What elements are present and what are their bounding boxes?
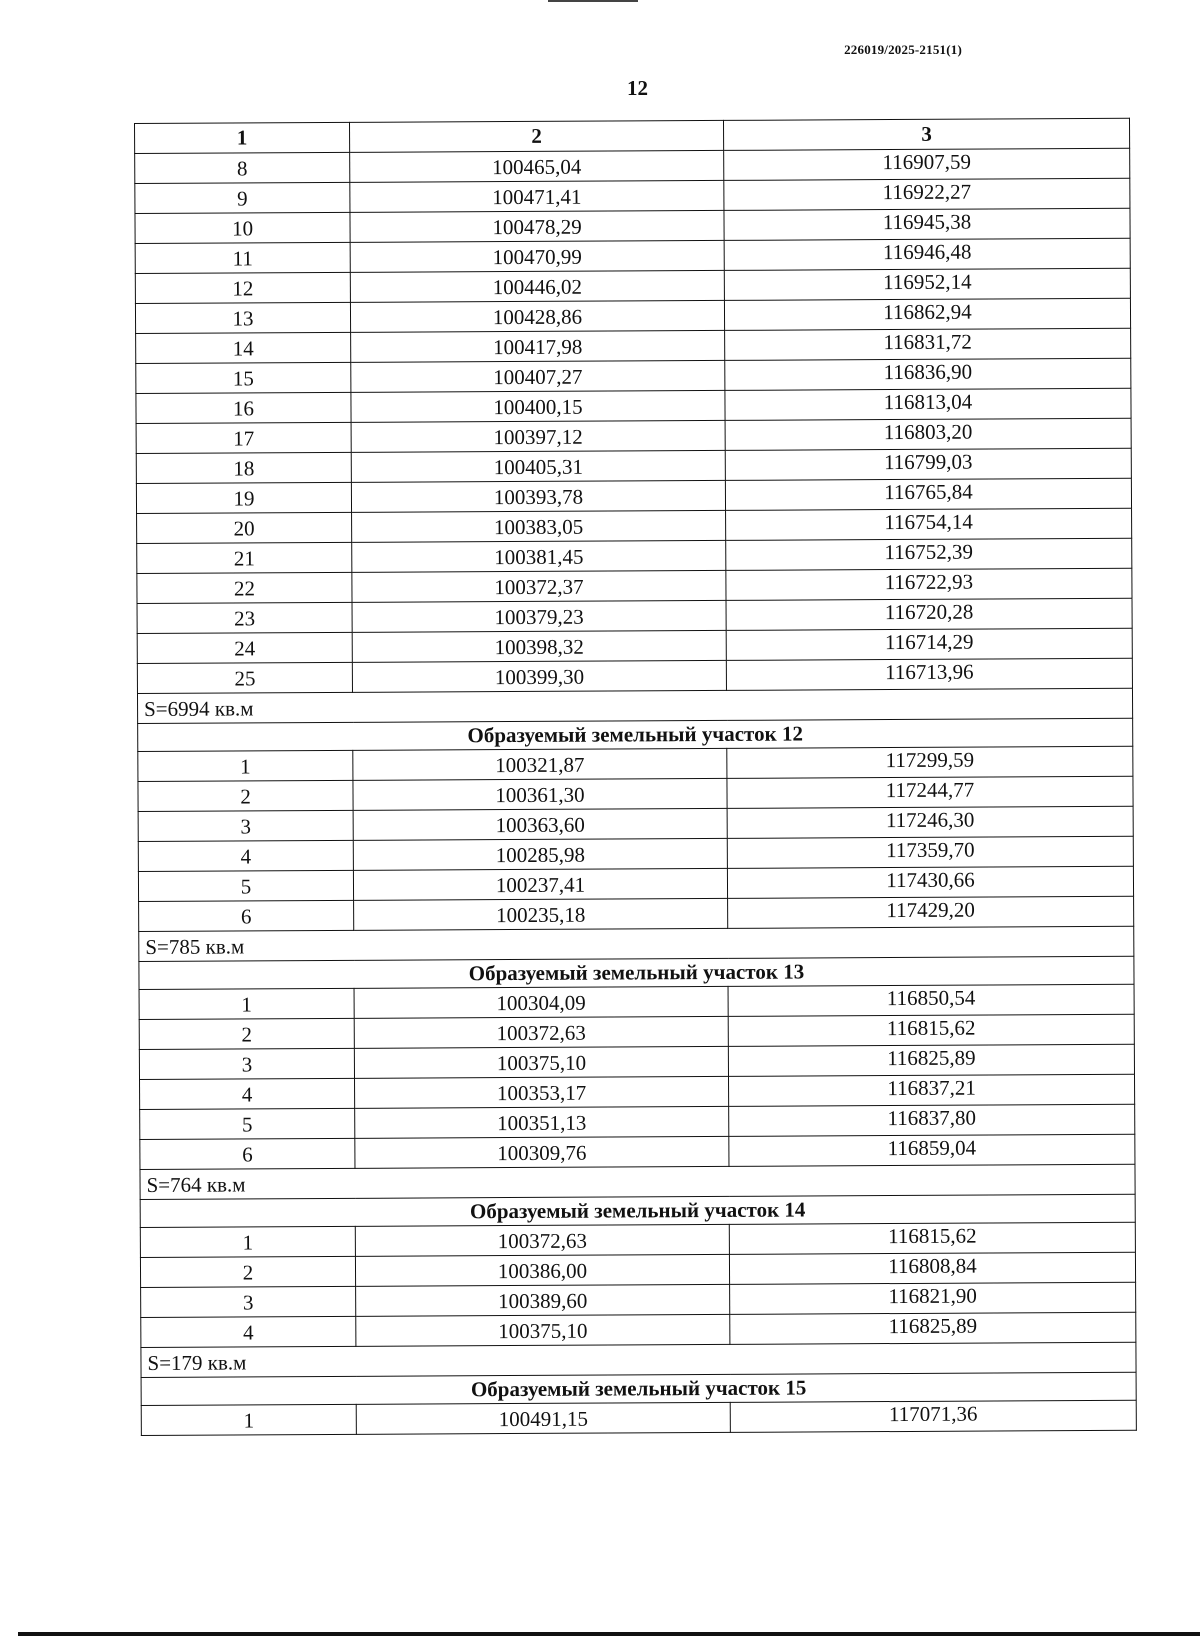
- y-coordinate-cell: 117244,77: [727, 776, 1133, 808]
- point-number-cell: 3: [139, 1048, 354, 1079]
- x-coordinate-cell: 100372,63: [354, 1016, 728, 1048]
- y-coordinate-cell: 116862,94: [724, 298, 1130, 330]
- point-number-cell: 23: [137, 602, 352, 633]
- coordinates-table: [134, 118, 1137, 1436]
- bottom-scan-edge: [18, 1632, 1200, 1636]
- point-number-cell: 16: [136, 392, 351, 423]
- point-number-cell: 9: [135, 182, 350, 213]
- point-number-cell: 24: [137, 632, 352, 663]
- y-coordinate-cell: 116754,14: [726, 508, 1132, 540]
- x-coordinate-cell: 100428,86: [350, 300, 724, 332]
- point-number-cell: 20: [137, 512, 352, 543]
- section-title: Образуемый земельный участок 13: [139, 956, 1134, 989]
- point-number-cell: 1: [138, 750, 353, 781]
- x-coordinate-cell: 100471,41: [350, 180, 724, 212]
- x-coordinate-cell: 100491,15: [356, 1402, 730, 1434]
- top-edge-mark: [548, 0, 638, 2]
- y-coordinate-cell: 116831,72: [725, 328, 1131, 360]
- y-coordinate-cell: 117299,59: [727, 746, 1133, 778]
- y-coordinate-cell: 116713,96: [726, 658, 1132, 690]
- point-number-cell: 12: [135, 272, 350, 303]
- x-coordinate-cell: 100304,09: [354, 986, 728, 1018]
- point-number-cell: 14: [136, 332, 351, 363]
- x-coordinate-cell: 100446,02: [350, 270, 724, 302]
- point-number-cell: 3: [138, 810, 353, 841]
- x-coordinate-cell: 100375,10: [356, 1314, 730, 1346]
- x-coordinate-cell: 100372,63: [355, 1224, 729, 1256]
- x-coordinate-cell: 100398,32: [352, 630, 726, 662]
- page-number: 12: [627, 76, 648, 100]
- x-coordinate-cell: 100399,30: [352, 660, 726, 692]
- y-coordinate-cell: 116714,29: [726, 628, 1132, 660]
- point-number-cell: 4: [141, 1316, 356, 1347]
- point-number-cell: 17: [136, 422, 351, 453]
- x-coordinate-cell: 100478,29: [350, 210, 724, 242]
- section-title: Образуемый земельный участок 12: [138, 718, 1133, 751]
- point-number-cell: 15: [136, 362, 351, 393]
- header-col-y: 3: [723, 118, 1129, 150]
- point-number-cell: 13: [135, 302, 350, 333]
- point-number-cell: 1: [140, 1226, 355, 1257]
- x-coordinate-cell: 100417,98: [351, 330, 725, 362]
- y-coordinate-cell: 116765,84: [725, 478, 1131, 510]
- y-coordinate-cell: 116859,04: [729, 1134, 1135, 1166]
- y-coordinate-cell: 116815,62: [729, 1222, 1135, 1254]
- point-number-cell: 1: [141, 1404, 356, 1435]
- x-coordinate-cell: 100361,30: [353, 778, 727, 810]
- x-coordinate-cell: 100379,23: [352, 600, 726, 632]
- x-coordinate-cell: 100353,17: [355, 1076, 729, 1108]
- y-coordinate-cell: 116813,04: [725, 388, 1131, 420]
- x-coordinate-cell: 100389,60: [356, 1284, 730, 1316]
- x-coordinate-cell: 100285,98: [353, 838, 727, 870]
- y-coordinate-cell: 116837,21: [729, 1074, 1135, 1106]
- area-value: S=785 кв.м: [139, 926, 1134, 961]
- y-coordinate-cell: 117430,66: [727, 866, 1133, 898]
- point-number-cell: 3: [141, 1286, 356, 1317]
- point-number-cell: 8: [135, 152, 350, 183]
- point-number-cell: 2: [138, 780, 353, 811]
- x-coordinate-cell: 100407,27: [351, 360, 725, 392]
- y-coordinate-cell: 116952,14: [724, 268, 1130, 300]
- x-coordinate-cell: 100235,18: [354, 898, 728, 930]
- y-coordinate-cell: 116752,39: [726, 538, 1132, 570]
- y-coordinate-cell: 117429,20: [728, 896, 1134, 928]
- point-number-cell: 2: [140, 1256, 355, 1287]
- area-value: S=764 кв.м: [140, 1164, 1135, 1199]
- point-number-cell: 4: [138, 840, 353, 871]
- y-coordinate-cell: 116907,59: [724, 148, 1130, 180]
- x-coordinate-cell: 100237,41: [353, 868, 727, 900]
- y-coordinate-cell: 117071,36: [730, 1400, 1136, 1432]
- point-number-cell: 6: [139, 900, 354, 931]
- x-coordinate-cell: 100363,60: [353, 808, 727, 840]
- x-coordinate-cell: 100397,12: [351, 420, 725, 452]
- table-row: [141, 1400, 1136, 1435]
- y-coordinate-cell: 116945,38: [724, 208, 1130, 240]
- x-coordinate-cell: 100470,99: [350, 240, 724, 272]
- section-title: Образуемый земельный участок 14: [140, 1194, 1135, 1227]
- x-coordinate-cell: 100383,05: [352, 510, 726, 542]
- x-coordinate-cell: 100381,45: [352, 540, 726, 572]
- y-coordinate-cell: 116815,62: [728, 1014, 1134, 1046]
- area-value: S=179 кв.м: [141, 1342, 1136, 1377]
- y-coordinate-cell: 116722,93: [726, 568, 1132, 600]
- point-number-cell: 1: [139, 988, 354, 1019]
- point-number-cell: 22: [137, 572, 352, 603]
- x-coordinate-cell: 100372,37: [352, 570, 726, 602]
- y-coordinate-cell: 116825,89: [728, 1044, 1134, 1076]
- document-number: 226019/2025-2151(1): [844, 42, 962, 57]
- x-coordinate-cell: 100405,31: [351, 450, 725, 482]
- x-coordinate-cell: 100400,15: [351, 390, 725, 422]
- header-col-point: 1: [135, 122, 350, 153]
- y-coordinate-cell: 116922,27: [724, 178, 1130, 210]
- area-value: S=6994 кв.м: [137, 688, 1132, 723]
- point-number-cell: 5: [140, 1108, 355, 1139]
- x-coordinate-cell: 100465,04: [350, 150, 724, 182]
- y-coordinate-cell: 116808,84: [729, 1252, 1135, 1284]
- coordinates-table-body: [135, 118, 1137, 1435]
- point-number-cell: 2: [139, 1018, 354, 1049]
- point-number-cell: 19: [136, 482, 351, 513]
- x-coordinate-cell: 100309,76: [355, 1136, 729, 1168]
- x-coordinate-cell: 100375,10: [354, 1046, 728, 1078]
- x-coordinate-cell: 100386,00: [355, 1254, 729, 1286]
- point-number-cell: 6: [140, 1138, 355, 1169]
- header-col-x: 2: [349, 120, 723, 152]
- point-number-cell: 5: [138, 870, 353, 901]
- section-title: Образуемый земельный участок 15: [141, 1372, 1136, 1405]
- y-coordinate-cell: 116850,54: [728, 984, 1134, 1016]
- x-coordinate-cell: 100393,78: [351, 480, 725, 512]
- y-coordinate-cell: 116720,28: [726, 598, 1132, 630]
- point-number-cell: 25: [137, 662, 352, 693]
- x-coordinate-cell: 100321,87: [353, 748, 727, 780]
- y-coordinate-cell: 116799,03: [725, 448, 1131, 480]
- point-number-cell: 4: [140, 1078, 355, 1109]
- y-coordinate-cell: 116837,80: [729, 1104, 1135, 1136]
- point-number-cell: 10: [135, 212, 350, 243]
- y-coordinate-cell: 116836,90: [725, 358, 1131, 390]
- y-coordinate-cell: 117246,30: [727, 806, 1133, 838]
- point-number-cell: 18: [136, 452, 351, 483]
- point-number-cell: 21: [137, 542, 352, 573]
- y-coordinate-cell: 116946,48: [724, 238, 1130, 270]
- y-coordinate-cell: 116803,20: [725, 418, 1131, 450]
- y-coordinate-cell: 117359,70: [727, 836, 1133, 868]
- y-coordinate-cell: 116825,89: [730, 1312, 1136, 1344]
- coordinates-sheet: [134, 118, 1136, 1436]
- y-coordinate-cell: 116821,90: [730, 1282, 1136, 1314]
- x-coordinate-cell: 100351,13: [355, 1106, 729, 1138]
- point-number-cell: 11: [135, 242, 350, 273]
